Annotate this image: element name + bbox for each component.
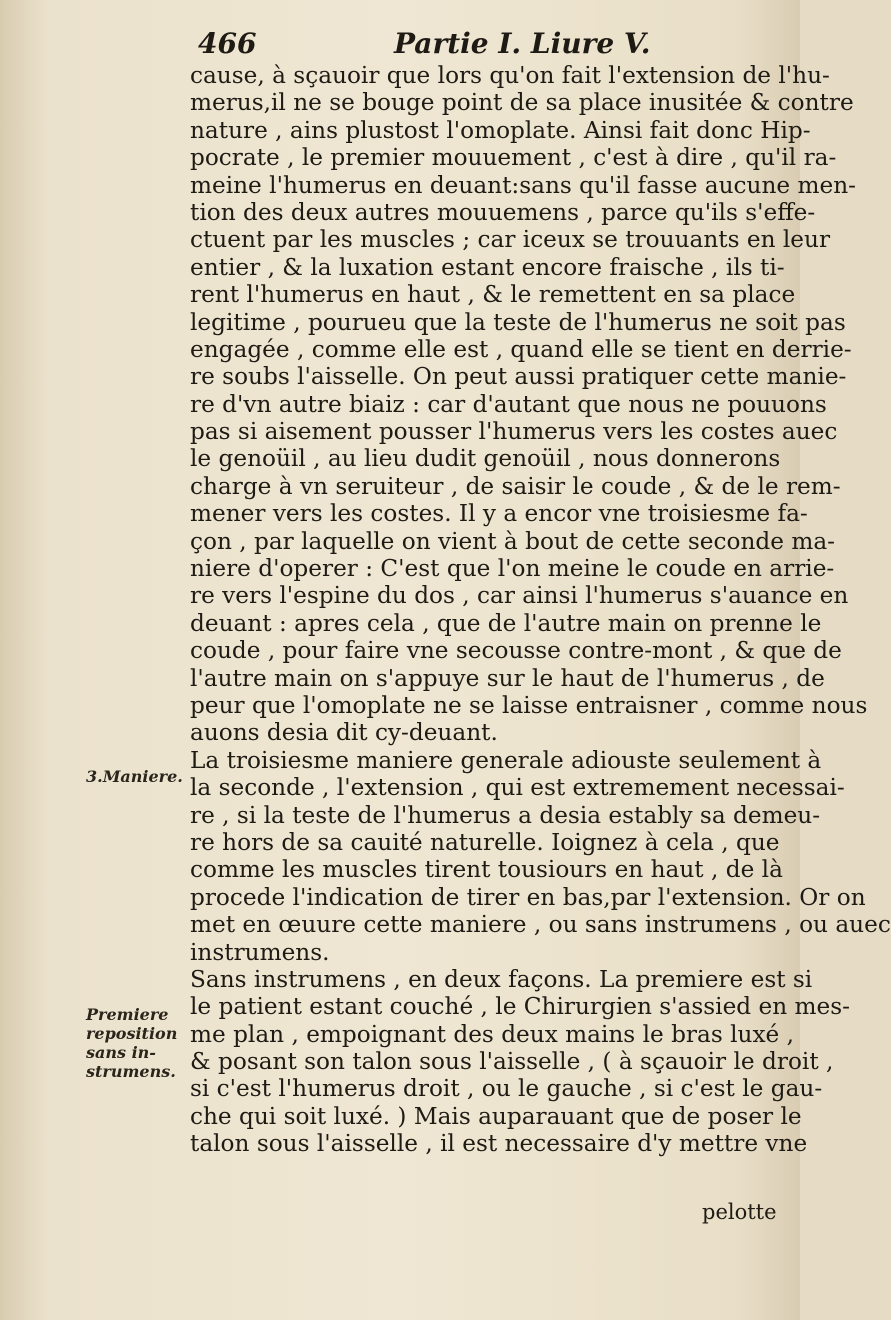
- text-line: peur que l'omoplate ne se laisse entraisner , comme nous: [190, 691, 868, 719]
- text-line: pas si aisement pousser l'humerus vers les costes auec: [190, 418, 838, 446]
- text-line: l'autre main on s'appuye sur le haut de l'humerus , de: [190, 664, 825, 692]
- text-line: me plan , empoignant des deux mains le bras luxé ,: [190, 1020, 794, 1048]
- margin-note-first-reposition: [86, 1005, 186, 1081]
- text-line: talon sous l'aisselle , il est necessaire d'y mettre vne: [190, 1130, 808, 1158]
- text-line: pocrate , le premier mouuement , c'est à dire , qu'il ra-: [190, 144, 837, 172]
- catchword: pelotte: [702, 1200, 777, 1224]
- text-line: cause, à sçauoir que lors qu'on fait l'extension de l'hu-: [190, 62, 830, 89]
- text-line: rent l'humerus en haut , & le remettent en sa place: [190, 281, 796, 309]
- text-line: legitime , pourueu que la teste de l'humerus ne soit pas: [190, 308, 846, 336]
- page-number: 466: [198, 27, 257, 60]
- text-line: che qui soit luxé. ) Mais auparauant que de poser le: [190, 1102, 802, 1130]
- text-line: mener vers les costes. Il y a encor vne troisiesme fa-: [190, 500, 808, 528]
- text-line: merus,il ne se bouge point de sa place inusitée & contre: [190, 89, 854, 117]
- text-line: auons desia dit cy-deuant.: [190, 719, 498, 747]
- text-line: niere d'operer : C'est que l'on meine le coude en arrie-: [190, 555, 835, 583]
- text-line: re soubs l'aisselle. On peut aussi pratiquer cette manie-: [190, 363, 847, 391]
- margin-note-line: reposition: [86, 1024, 178, 1043]
- text-line: ctuent par les muscles ; car iceux se trouuants en leur: [190, 226, 831, 254]
- margin-note-third-method: 3.Maniere.: [86, 767, 183, 786]
- margin-note-line: strumens.: [86, 1062, 176, 1081]
- margin-note-line: Premiere: [86, 1005, 169, 1024]
- text-line: re d'vn autre biaiz : car d'autant que nous ne pouuons: [190, 390, 827, 418]
- text-line: la seconde , l'extension , qui est extremement necessai-: [190, 774, 845, 802]
- running-head: Partie I. Liure V.: [394, 27, 651, 60]
- text-line: met en œuure cette maniere , ou sans instrumens , ou auec: [190, 911, 891, 939]
- page-header: [198, 26, 658, 62]
- text-line: le genoüil , au lieu dudit genoüil , nous donnerons: [190, 445, 781, 473]
- text-line: re vers l'espine du dos , car ainsi l'humerus s'auance en: [190, 582, 849, 610]
- text-line: entier , & la luxation estant encore fraische , ils ti-: [190, 253, 785, 281]
- text-line: Sans instrumens , en deux façons. La premiere est si: [190, 965, 813, 993]
- text-line: re , si la teste de l'humerus a desia estably sa demeu-: [190, 801, 821, 829]
- text-line: charge à vn seruiteur , de saisir le coude , & de le rem-: [190, 472, 841, 500]
- text-line: si c'est l'humerus droit , ou le gauche , si c'est le gau-: [190, 1075, 823, 1103]
- body-text: [190, 62, 891, 1158]
- text-line: & posant son talon sous l'aisselle , ( à sçauoir le droit ,: [190, 1048, 834, 1076]
- text-line: tion des deux autres mouuemens , parce qu'ils s'effe-: [190, 198, 816, 226]
- text-line: nature , ains plustost l'omoplate. Ainsi fait donc Hip-: [190, 116, 811, 144]
- text-line: re hors de sa cauité naturelle. Ioignez à cela , que: [190, 828, 780, 856]
- text-line: comme les muscles tirent tousiours en haut , de là: [190, 856, 783, 884]
- margin-note-line: sans in-: [86, 1043, 156, 1062]
- text-line: deuant : apres cela , que de l'autre main on prenne le: [190, 609, 822, 637]
- text-line: engagée , comme elle est , quand elle se tient en derrie-: [190, 335, 852, 363]
- text-line: çon , par laquelle on vient à bout de cette seconde ma-: [190, 527, 835, 555]
- text-line: La troisiesme maniere generale adiouste seulement à: [190, 746, 822, 774]
- text-line: procede l'indication de tirer en bas,par l'extension. Or on: [190, 883, 866, 911]
- text-line: le patient estant couché , le Chirurgien s'assied en mes-: [190, 993, 850, 1021]
- text-line: coude , pour faire vne secousse contre-mont , & que de: [190, 637, 842, 665]
- text-line: meine l'humerus en deuant:sans qu'il fasse aucune men-: [190, 171, 856, 199]
- text-line: instrumens.: [190, 938, 330, 966]
